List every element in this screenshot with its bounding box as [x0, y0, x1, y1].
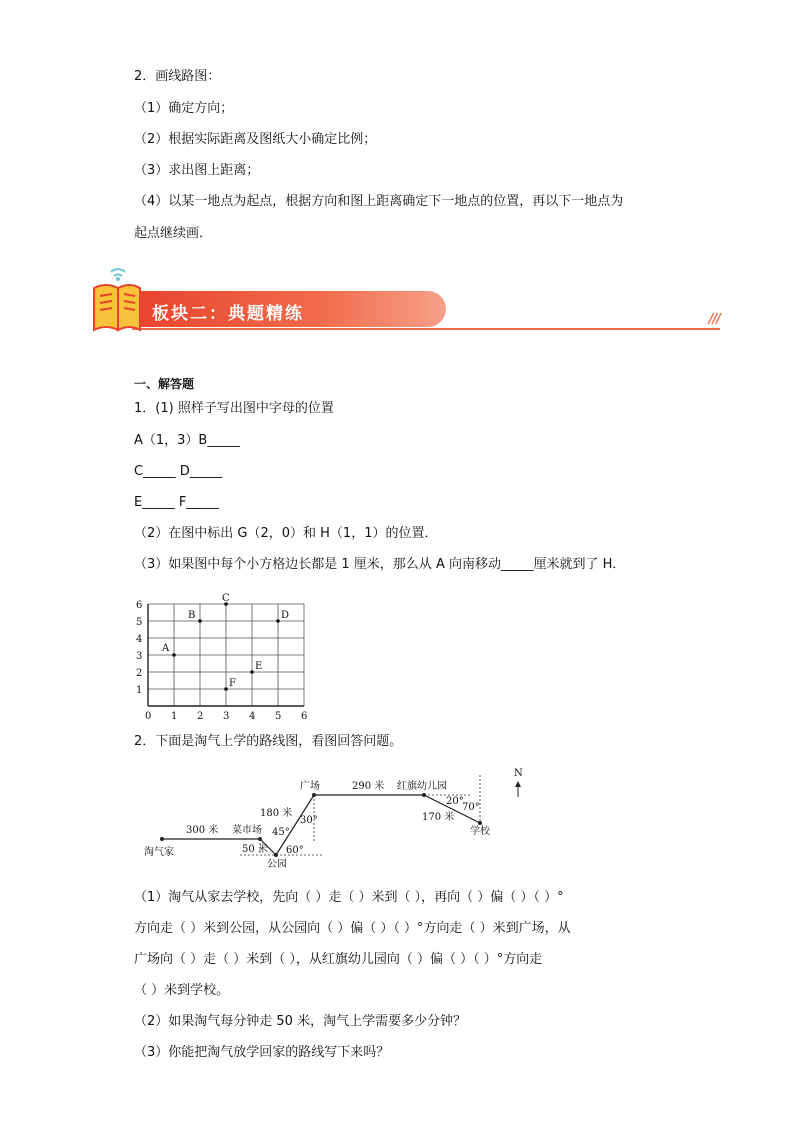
q2-part2: （2）如果淘气每分钟走 50 米，淘气上学需要多少分钟？ — [134, 1014, 467, 1029]
angle-park: 60° — [286, 845, 304, 856]
y-tick-label: 1 — [136, 685, 143, 696]
q2-stem: 2．下面是淘气上学的路线图，看图回答问题。 — [134, 734, 403, 749]
grid-point-d — [276, 619, 280, 623]
intro-step-3: （3）求出图上距离； — [134, 163, 260, 178]
y-tick-label: 4 — [136, 634, 143, 645]
banner-decoration: /// — [708, 312, 720, 327]
angle-square: 30° — [300, 815, 318, 826]
school-dot — [478, 821, 482, 825]
grid-point-f — [224, 687, 228, 691]
grid-point-label: E — [255, 661, 263, 672]
x-tick-label: 4 — [249, 711, 256, 722]
x-tick-label: 6 — [301, 711, 308, 722]
x-tick-label: 0 — [145, 711, 152, 722]
north-label: N — [514, 768, 523, 779]
distance-park-square: 180 米 — [260, 808, 293, 819]
q2-part1-line1: （1）淘气从家去学校，先向（ ）走（ ）米到（ ），再向（ ）偏（ ）（ ）° — [134, 890, 564, 905]
intro-step-2: （2）根据实际距离及图纸大小确定比例； — [134, 132, 377, 147]
grid-point-label: B — [188, 610, 196, 621]
banner-rule — [132, 328, 720, 330]
place-home: 淘气家 — [144, 847, 174, 858]
y-tick-label: 6 — [136, 600, 143, 611]
grid-point-b — [198, 619, 202, 623]
x-tick-label: 5 — [275, 711, 282, 722]
x-tick-label: 3 — [223, 711, 230, 722]
place-park: 公园 — [267, 859, 287, 870]
route-map — [140, 763, 523, 870]
intro-step-1: （1）确定方向； — [134, 101, 234, 116]
grid-point-label: F — [229, 678, 236, 689]
q2-part1-line4: （ ）米到学校。 — [134, 983, 230, 998]
intro-step-5: 起点继续画． — [134, 226, 213, 241]
x-tick-label: 2 — [197, 711, 204, 722]
y-tick-label: 3 — [136, 651, 143, 662]
q1-row3: E_____ F_____ — [134, 495, 219, 510]
distance-kindergarten-school: 170 米 — [422, 812, 455, 823]
kindergarten-dot — [422, 793, 426, 797]
angle-market: 45° — [272, 827, 290, 838]
coordinate-grid — [130, 588, 330, 723]
q2-part1-line2: 方向走（ ）米到公园，从公园向（ ）偏（ ）（ ）°方向走（ ）米到广场，从 — [134, 921, 571, 936]
y-tick-label: 5 — [136, 617, 143, 628]
q1-part3: （3）如果图中每个小方格边长都是 1 厘米，那么从 A 向南移动_____厘米就到了 H． — [134, 557, 626, 572]
x-tick-label: 1 — [171, 711, 178, 722]
park-dot — [274, 853, 278, 857]
market-dot — [258, 837, 262, 841]
place-kindergarten: 红旗幼儿园 — [397, 781, 447, 792]
distance-home-market: 300 米 — [186, 825, 219, 836]
place-square: 广场 — [300, 781, 320, 792]
angle-kindergarten-b: 70° — [462, 802, 480, 813]
banner-title: 板块二：典题精练 — [152, 304, 304, 324]
q1-row1: A（1，3）B_____ — [134, 433, 240, 448]
y-tick-label: 2 — [136, 668, 143, 679]
section-title: 一、解答题 — [134, 377, 195, 391]
grid-point-label: C — [222, 593, 230, 604]
grid-point-a — [172, 653, 176, 657]
intro-step-4: （4）以某一地点为起点，根据方向和图上距离确定下一地点的位置，再以下一地点为 — [134, 194, 624, 209]
angle-kindergarten-a: 20° — [446, 796, 464, 807]
grid-point-label: A — [162, 643, 170, 654]
grid-point-label: D — [281, 610, 290, 621]
distance-market-park: 50 米 — [242, 844, 268, 855]
place-market: 菜市场 — [232, 825, 262, 836]
distance-square-kindergarten: 290 米 — [352, 781, 385, 792]
book-icon — [92, 268, 142, 334]
q1-part2: （2）在图中标出 G（2，0）和 H（1，1）的位置． — [134, 526, 438, 541]
q1-stem: 1．(1) 照样子写出图中字母的位置 — [134, 401, 334, 416]
section-banner — [92, 268, 720, 338]
q1-row2: C_____ D_____ — [134, 464, 223, 479]
q2-part3: （3）你能把淘气放学回家的路线写下来吗？ — [134, 1045, 390, 1060]
q2-part1-line3: 广场向（ ）走（ ）米到（ ），从红旗幼儿园向（ ）偏（ ）（ ）°方向走 — [134, 952, 543, 967]
grid-point-e — [250, 670, 254, 674]
square-dot — [312, 793, 316, 797]
home-dot — [160, 837, 164, 841]
intro-heading: 2．画线路图： — [134, 69, 221, 84]
place-school: 学校 — [470, 826, 490, 837]
